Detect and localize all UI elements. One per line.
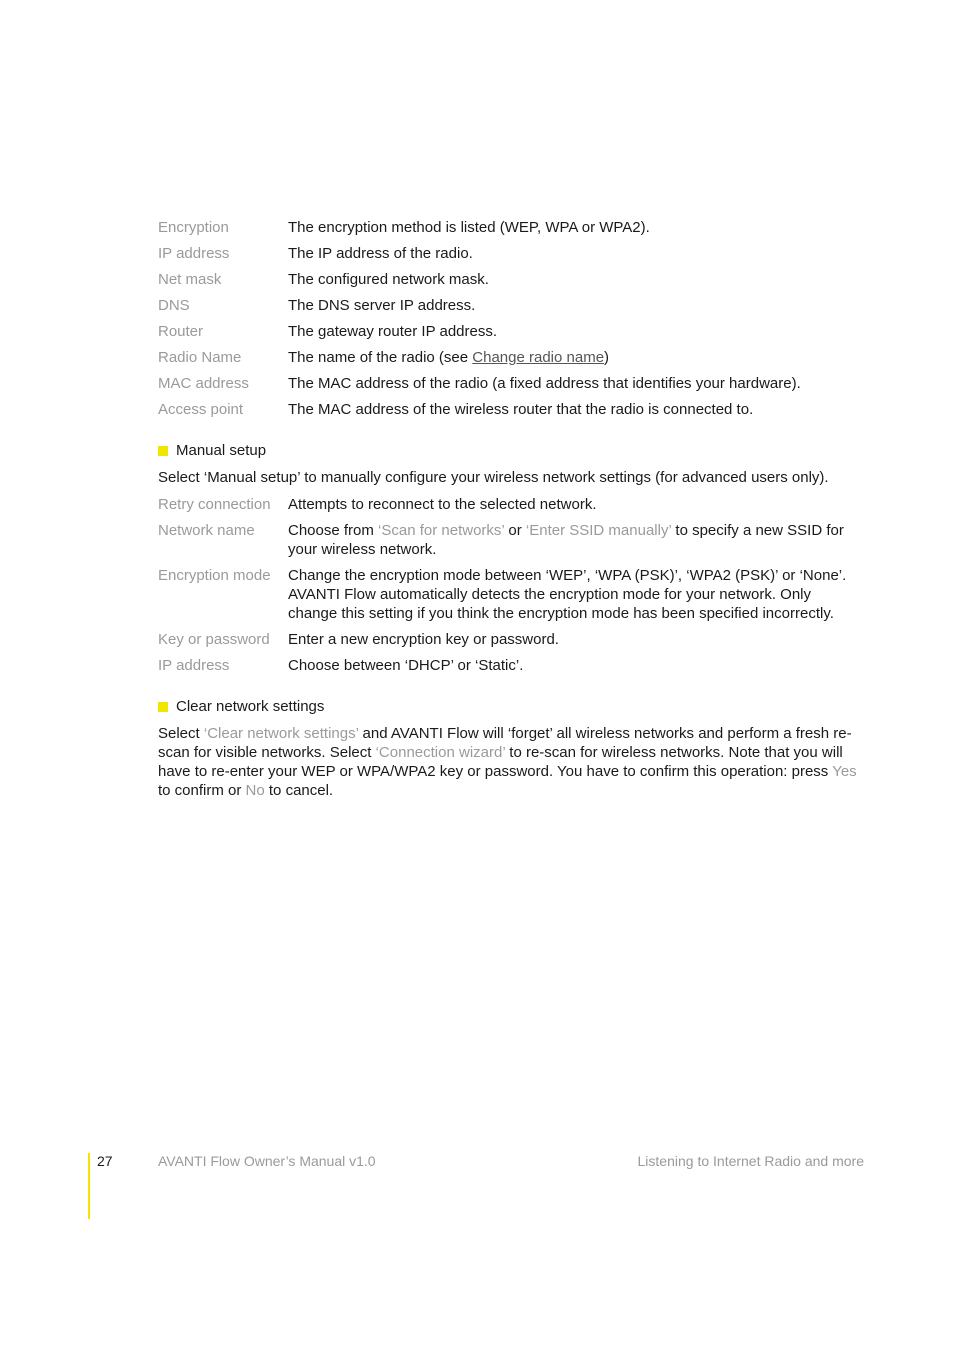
table-row (158, 244, 858, 263)
footer-chapter-title: Listening to Internet Radio and more (637, 1153, 864, 1169)
desc-suffix: ) (604, 349, 610, 366)
text: Choose from (288, 522, 379, 539)
term: Encryption mode (158, 567, 271, 584)
description: Change the encryption mode between ‘WEP’, ‘WPA (PSK)’, ‘WPA2 (PSK)’ or ‘None’. AVANTI Flow automatically detects the encryption mode for your network. Only change this setting if you think the encryption mode has been specified incorrectly. (288, 567, 847, 622)
description: Choose between ‘DHCP’ or ‘Static’. (288, 657, 524, 674)
term: Net mask (158, 271, 222, 288)
description: Attempts to reconnect to the selected network. (288, 496, 597, 513)
table-row (158, 296, 858, 315)
term: IP address (158, 245, 230, 262)
clear-network-paragraph (158, 724, 858, 800)
table-row (158, 630, 858, 649)
term: DNS (158, 297, 190, 314)
description: The gateway router IP address. (288, 323, 498, 340)
term: Access point (158, 401, 244, 418)
clear-network-heading (158, 697, 858, 716)
table-row (158, 495, 858, 514)
manual-setup-table (158, 495, 858, 675)
page-content (158, 218, 858, 808)
section-title: Clear network settings (176, 698, 325, 715)
text: and AVANTI Flow will ‘forget’ all wireless networks and perform a fresh re-scan for visible networks. Select (158, 725, 852, 761)
change-radio-name-link[interactable]: Change radio name (472, 349, 605, 366)
description: The DNS server IP address. (288, 297, 476, 314)
term: IP address (158, 657, 230, 674)
table-row (158, 348, 858, 367)
description: Enter a new encryption key or password. (288, 631, 559, 648)
description: The MAC address of the radio (a fixed address that identifies your hardware). (288, 375, 801, 392)
page-number: 27 (97, 1153, 113, 1169)
term: Key or password (158, 631, 270, 648)
bullet-square-icon (158, 702, 168, 712)
manual-setup-intro: Select ‘Manual setup’ to manually configure your wireless network settings (for advanced users only). (158, 469, 829, 486)
term: Router (158, 323, 204, 340)
footer-accent-bar (88, 1153, 90, 1219)
text: or (504, 522, 526, 539)
connection-wizard-option: ‘Connection wizard’ (375, 744, 506, 761)
term: Retry connection (158, 496, 271, 513)
text: to confirm or (158, 782, 246, 799)
table-row (158, 374, 858, 393)
term: Encryption (158, 219, 229, 236)
description: The encryption method is listed (WEP, WPA or WPA2). (288, 219, 650, 236)
text: Select (158, 725, 204, 742)
text: to re-scan for wireless networks. Note that you will have to re-enter your WEP or WPA/WPA2 key or password. You have to confirm this operation: press (158, 744, 843, 780)
term: Network name (158, 522, 255, 539)
description (288, 521, 858, 559)
manual-setup-heading (158, 441, 858, 460)
description: The configured network mask. (288, 271, 489, 288)
term: MAC address (158, 375, 249, 392)
section-title: Manual setup (176, 442, 267, 459)
description: The MAC address of the wireless router that the radio is connected to. (288, 401, 754, 418)
table-row (158, 322, 858, 341)
enter-ssid-manually-option: ‘Enter SSID manually’ (525, 522, 672, 539)
bullet-square-icon (158, 446, 168, 456)
table-row (158, 270, 858, 289)
clear-network-settings-option: ‘Clear network settings’ (203, 725, 359, 742)
description (288, 348, 858, 367)
footer-manual-title: AVANTI Flow Owner’s Manual v1.0 (158, 1153, 376, 1169)
term: Radio Name (158, 349, 242, 366)
text: to cancel. (264, 782, 334, 799)
description: The IP address of the radio. (288, 245, 473, 262)
yes-option: Yes (832, 763, 857, 780)
table-row (158, 218, 858, 237)
table-row (158, 400, 858, 419)
table-row (158, 521, 858, 559)
desc-prefix: The name of the radio (see (288, 349, 473, 366)
no-option: No (245, 782, 265, 799)
info-table (158, 218, 858, 419)
table-row (158, 656, 858, 675)
scan-for-networks-option: ‘Scan for networks’ (378, 522, 505, 539)
table-row (158, 566, 858, 623)
text: to specify a new SSID for your wireless network. (288, 522, 844, 558)
